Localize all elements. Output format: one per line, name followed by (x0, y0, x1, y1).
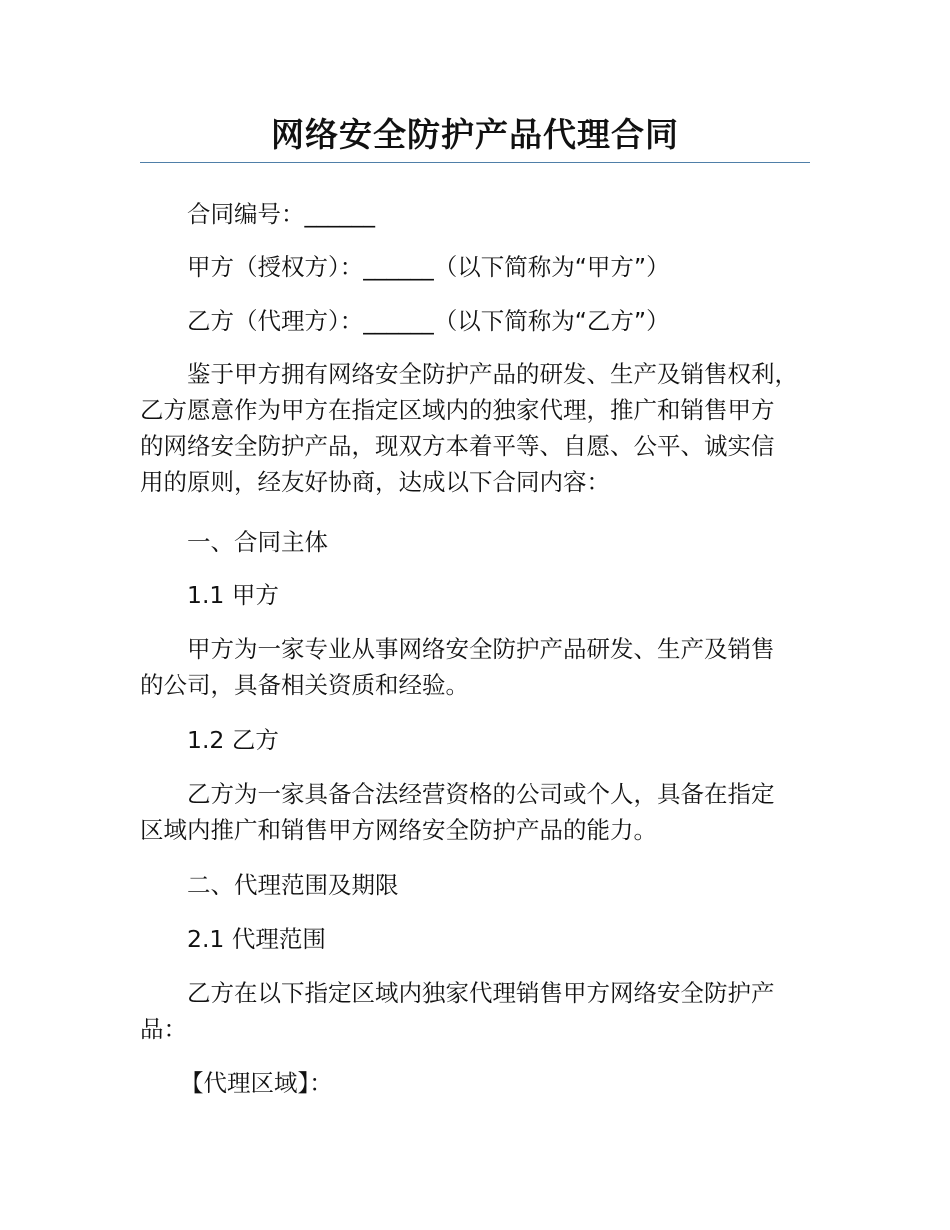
section-2-1-heading: 2.1 代理范围 (187, 925, 326, 953)
party-b-line: 乙方（代理方）：______（以下简称为“乙方”） (187, 307, 670, 335)
party-a-line: 甲方（授权方）：______（以下简称为“甲方”） (187, 253, 670, 281)
section-2-1-line-1: 乙方在以下指定区域内独家代理销售甲方网络安全防护产 (187, 979, 775, 1007)
section-1-2-heading: 1.2 乙方 (187, 726, 279, 754)
section-2-heading: 二、代理范围及期限 (187, 871, 399, 899)
section-1-1-heading: 1.1 甲方 (187, 581, 279, 609)
section-1-1-line-1: 甲方为一家专业从事网络安全防护产品研发、生产及销售 (187, 635, 775, 663)
preamble-line-2: 乙方愿意作为甲方在指定区域内的独家代理，推广和销售甲方 (140, 396, 775, 424)
section-1-heading: 一、合同主体 (187, 528, 328, 556)
preamble-line-4: 用的原则，经友好协商，达成以下合同内容： (140, 468, 610, 496)
title-divider (140, 162, 810, 163)
section-2-1-line-2: 品： (140, 1015, 187, 1043)
contract-number-line: 合同编号：______ (187, 200, 375, 228)
section-1-2-line-2: 区域内推广和销售甲方网络安全防护产品的能力。 (140, 816, 657, 844)
section-1-2-line-1: 乙方为一家具备合法经营资格的公司或个人，具备在指定 (187, 780, 775, 808)
preamble-line-3: 的网络安全防护产品，现双方本着平等、自愿、公平、诚实信 (140, 432, 775, 460)
agency-region-label: 【代理区域】： (180, 1069, 333, 1097)
page-title: 网络安全防护产品代理合同 (271, 115, 679, 154)
preamble-line-1: 鉴于甲方拥有网络安全防护产品的研发、生产及销售权利， (187, 360, 798, 388)
section-1-1-line-2: 的公司，具备相关资质和经验。 (140, 671, 469, 699)
